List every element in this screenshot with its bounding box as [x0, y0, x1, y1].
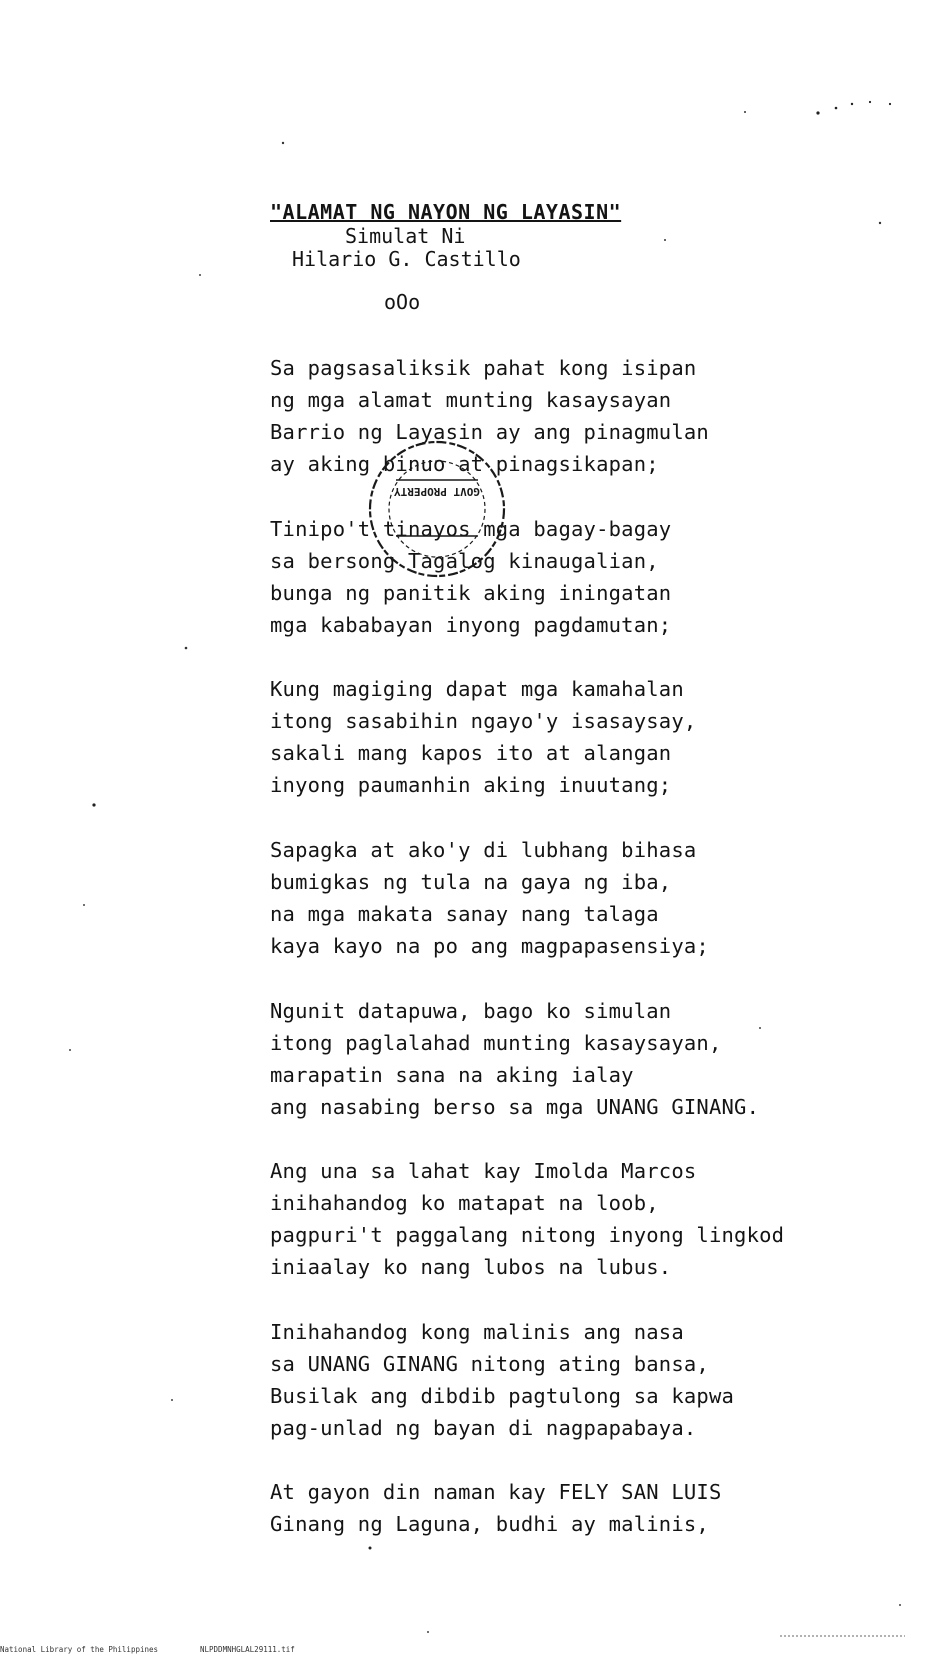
poem-title: "ALAMAT NG NAYON NG LAYASIN": [270, 200, 622, 224]
verse-line: iniaalay ko nang lubos na lubus.: [270, 1255, 672, 1279]
verse-line: sa bersong Tagalog kinaugalian,: [270, 549, 659, 573]
verse-line: pag-unlad ng bayan di nagpapabaya.: [270, 1416, 697, 1440]
verse-line: mga kababayan inyong pagdamutan;: [270, 613, 672, 637]
stanza-5: [270, 995, 910, 1123]
verse-line: Sapagka at ako'y di lubhang bihasa: [270, 838, 697, 862]
verse-line: Ngunit datapuwa, bago ko simulan: [270, 999, 672, 1023]
library-stamp-icon: [366, 438, 508, 580]
verse-line: sa UNANG GINANG nitong ating bansa,: [270, 1352, 709, 1376]
verse-line: Sa pagsasaliksik pahat kong isipan: [270, 356, 697, 380]
verse-line: itong paglalahad munting kasaysayan,: [270, 1031, 722, 1055]
verse-line: bunga ng panitik aking iningatan: [270, 581, 672, 605]
verse-line: At gayon din naman kay FELY SAN LUIS: [270, 1480, 722, 1504]
verse-line: Inihahandog kong malinis ang nasa: [270, 1320, 684, 1344]
stanza-7: [270, 1316, 910, 1444]
verse-line: ang nasabing berso sa mga UNANG GINANG.: [270, 1095, 760, 1119]
footer-file-id: NLPDDMNHGLAL29111.tif: [200, 1645, 295, 1654]
verse-line: inihahandog ko matapat na loob,: [270, 1191, 659, 1215]
verse-line: Barrio ng Layasin ay ang pinagmulan: [270, 420, 709, 444]
verse-line: itong sasabihin ngayo'y isasaysay,: [270, 709, 697, 733]
verse-line: ng mga alamat munting kasaysayan: [270, 388, 672, 412]
verse-line: marapatin sana na aking ialay: [270, 1063, 634, 1087]
verse-line: Kung magiging dapat mga kamahalan: [270, 677, 684, 701]
verse-line: ay aking binuo at pinagsikapan;: [270, 452, 659, 476]
section-separator: oOo: [384, 290, 421, 314]
verse-line: Tinipo't tinayos mga bagay-bagay: [270, 517, 672, 541]
byline: Simulat Ni: [345, 224, 466, 248]
verse-line: pagpuri't paggalang nitong inyong lingkod: [270, 1223, 785, 1247]
stanza-6: [270, 1155, 910, 1283]
verse-line: bumigkas ng tula na gaya ng iba,: [270, 870, 672, 894]
stanza-4: [270, 834, 910, 962]
stanza-8: [270, 1476, 910, 1540]
verse-line: na mga makata sanay nang talaga: [270, 902, 659, 926]
verse-line: Busilak ang dibdib pagtulong sa kapwa: [270, 1384, 735, 1408]
verse-line: Ginang ng Laguna, budhi ay malinis,: [270, 1512, 709, 1536]
verse-line: sakali mang kapos ito at alangan: [270, 741, 672, 765]
verse-line: kaya kayo na po ang magpapasensiya;: [270, 934, 709, 958]
author-name: Hilario G. Castillo: [292, 247, 521, 271]
stanza-3: [270, 673, 910, 801]
footer-library: National Library of the Philippines: [0, 1645, 159, 1654]
verse-line: Ang una sa lahat kay Imolda Marcos: [270, 1159, 697, 1183]
stamp-text: GOVT PROPERTY: [393, 485, 481, 498]
verse-line: inyong paumanhin aking inuutang;: [270, 773, 672, 797]
